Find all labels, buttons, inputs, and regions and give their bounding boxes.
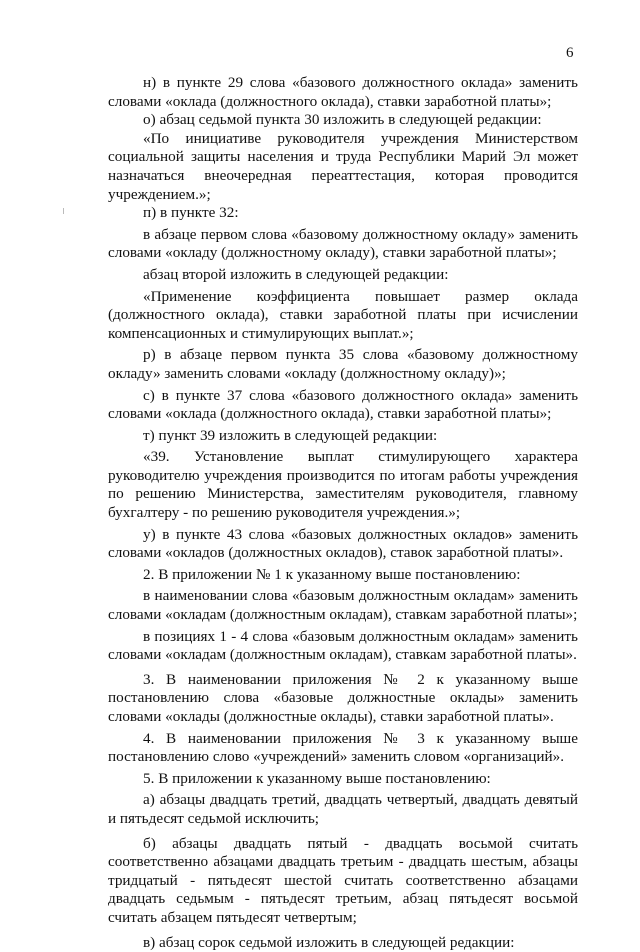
- paragraph-item-2: 2. В приложении № 1 к указанному выше постановлению:: [143, 565, 521, 583]
- paragraph-a: а) абзацы двадцать третий, двадцать четвертый, двадцать девятый и пятьдесят седьмой исключить;: [108, 791, 578, 827]
- paragraph-o: о) абзац седьмой пункта 30 изложить в следующей редакции:: [143, 111, 542, 129]
- paragraph-quote-coefficient: «Применение коэффициента повышает размер оклада (должностного оклада), ставки заработной платы при исчислении компенсационных и стимулирующих выплат.»;: [108, 287, 578, 342]
- paragraph-b: б) абзацы двадцать пятый - двадцать восьмой считать соответственно абзацами двадцать третьим - двадцать шестым, абзацы тридцатый - пятьдесят шестой считать соответственно абзацами двадцать седьмым - пятьдесят третьим, абзац пятьдесят восьмой считать абзацем пятьдесят четвертым;: [108, 834, 578, 926]
- paragraph-quote-39: «39. Установление выплат стимулирующего характера руководителю учреждения производится по итогам работы учреждения по решению Министерства, заместителям руководителя, главному бухгалтеру - по решению руководителя учреждения.»;: [108, 448, 578, 522]
- paragraph-p: п) в пункте 32:: [143, 204, 239, 222]
- paragraph-v: в) абзац сорок седьмой изложить в следующей редакции:: [143, 933, 515, 951]
- paragraph-u: у) в пункте 43 слова «базовых должностных окладов» заменить словами «окладов (должностных окладов), ставок заработной платы».: [108, 525, 578, 562]
- paragraph-r: р) в абзаце первом пункта 35 слова «базовому должностному окладу» заменить словами «окладу (должностному окладу)»;: [108, 346, 578, 382]
- paragraph-second-abzac: абзац второй изложить в следующей редакции:: [143, 265, 449, 283]
- document-body: [108, 74, 578, 952]
- paragraph-item-5: 5. В приложении к указанному выше постановлению:: [143, 769, 491, 787]
- paragraph-quote-reattestation: «По инициативе руководителя учреждения Министерством социальной защиты населения и труда Республики Марий Эл может назначаться внеочередная переаттестация, которая проводится учреждением.»;: [108, 129, 578, 203]
- paragraph-item-4: 4. В наименовании приложения № 3 к указанному выше постановлению слово «учреждений» заменить словом «организаций».: [108, 729, 578, 766]
- paragraph-s: с) в пункте 37 слова «базового должностного оклада» заменить словами «оклада (должностного оклада), ставки заработной платы»;: [108, 386, 578, 423]
- paragraph-t: т) пункт 39 изложить в следующей редакции:: [143, 426, 438, 444]
- margin-mark: [63, 208, 64, 214]
- paragraph-first-abzac: в абзаце первом слова «базовому должностному окладу» заменить словами «окладу (должностному окладу), ставки заработной платы»;: [108, 225, 578, 262]
- paragraph-naimenovanie: в наименовании слова «базовым должностным окладам» заменить словами «окладам (должностным окладам), ставкам заработной платы»;: [108, 587, 578, 624]
- paragraph-n: н) в пункте 29 слова «базового должностного оклада» заменить словами «оклада (должностного оклада), ставки заработной платы»;: [108, 74, 578, 110]
- paragraph-pozicii: в позициях 1 - 4 слова «базовым должностным окладам» заменить словами «окладам (должностным окладам), ставкам заработной платы».: [108, 627, 578, 664]
- paragraph-item-3: 3. В наименовании приложения № 2 к указанному выше постановлению слова «базовые должностные оклады» заменить словами «оклады (должностные оклады), ставки заработной платы».: [108, 670, 578, 725]
- page-number: 6: [566, 45, 574, 61]
